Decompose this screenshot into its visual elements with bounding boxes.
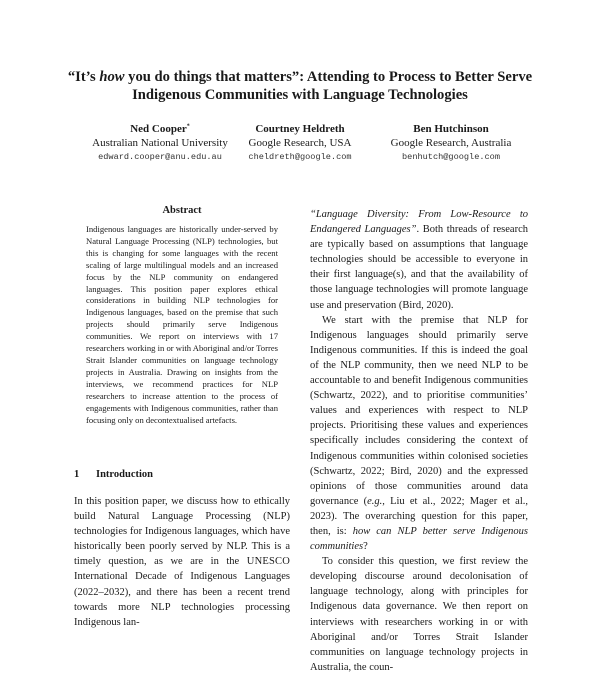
intro-text: In this position paper, we discuss how to ethically build Natural Language Processing (NLP) technologies for Indigenous languages, which have historically been poorly served by NLP. This is a timely question, as we are in the xyxy=(74,496,290,568)
abstract-heading: Abstract xyxy=(162,205,202,216)
right-p1-text: We start with the premise that NLP for Indigenous languages should primarily serve Indigenous communities. If this is indeed the goal of the NLP community, then we need NLP to be accountable to and benefit Indigenous communities (Schwartz, 2022), and to prioritise communities’ values and experiences with respect to NLP projects. Prioritising these values and experiences specifically includes considering the context of Indigenous communities within colonised societies (Schwartz, 2022; Bird, 2020) and the expressed opinions of those communities around data governance ( xyxy=(310,314,528,507)
research-question: how can NLP better serve Indigenous communities xyxy=(310,525,528,553)
paper-title xyxy=(50,68,550,104)
eg-abbrev: e.g. xyxy=(367,495,383,507)
section-number: 1 xyxy=(74,469,80,480)
title-emphasis: how xyxy=(99,69,125,85)
abstract-text: Indigenous languages are historically under-served by Natural Language Processing (NLP) technologies, but this is changing for some languages with the recent scaling of large multilingual models and an increased focus by the NLP community on endangered languages. This position paper explores ethical considerations in building NLP technologies for Indigenous languages, based on the premise that such projects should primarily serve Indigenous communities. We report on interviews with 17 researchers working in or with Aboriginal and/or Torres Strait Islander communities on language technology projects in Australia. Drawing on insights from the interviews, we recommend practices for NLP researchers to increase attention to the process of engagements with Indigenous communities, rather than focusing only on decontextualised artefacts. xyxy=(86,224,278,425)
author-affiliation: Google Research, Australia xyxy=(390,137,512,149)
right-column xyxy=(310,207,528,675)
right-p0-text: . Both threads of research are typically based on assumptions that language technologies should be accessible to everyone in their first language(s), and that the availability of those language technologies will promote language use and preservation (Bird, 2020). xyxy=(310,224,528,311)
author-email[interactable]: edward.cooper@anu.edu.au xyxy=(98,152,222,162)
right-p1-text-cont: , Liu et al., 2022; Mager et al., 2023). The overarching question for this paper, then, is: xyxy=(310,495,528,537)
workshop-title: “Language Diversity: From Low-Resource to Endangered Languages” xyxy=(310,209,528,236)
author-email[interactable]: cheldreth@google.com xyxy=(248,152,352,162)
author-name: Ned Cooper* xyxy=(130,123,190,135)
author-affiliation: Google Research, USA xyxy=(248,137,352,149)
section-heading-introduction xyxy=(74,469,153,480)
section-title: Introduction xyxy=(96,469,153,480)
right-p1-end: ? xyxy=(363,541,368,553)
author-3 xyxy=(391,122,512,164)
author-name: Courtney Heldreth xyxy=(255,123,345,135)
introduction-paragraph-1 xyxy=(74,494,290,630)
title-part-2: you do things that matters”: Attending to Process to Better Serve Indigenous Communities with Language Technologies xyxy=(124,69,533,103)
title-part-1: “It’s xyxy=(67,69,100,85)
author-2 xyxy=(248,122,351,164)
author-name: Ben Hutchinson xyxy=(413,123,489,135)
author-email[interactable]: benhutch@google.com xyxy=(402,152,500,162)
right-paragraph-0 xyxy=(310,207,528,313)
author-affiliation: Australian National University xyxy=(92,137,228,149)
right-paragraph-1 xyxy=(310,313,528,555)
author-1 xyxy=(92,122,228,164)
right-paragraph-2: To consider this question, we first review the developing discourse around decolonisation of language technology, along with principles for Indigenous data governance. We then report on interviews with researchers working in or with Aboriginal and/or Torres Strait Islander communities on language technology projects in Australia, the coun- xyxy=(310,556,528,673)
intro-text-cont: International Decade of Indigenous Languages (2022–2032), and there has been a recent trend towards more NLP technologies processing Indigenous lan- xyxy=(74,571,290,628)
unesco-abbrev: UNESCO xyxy=(246,556,290,568)
